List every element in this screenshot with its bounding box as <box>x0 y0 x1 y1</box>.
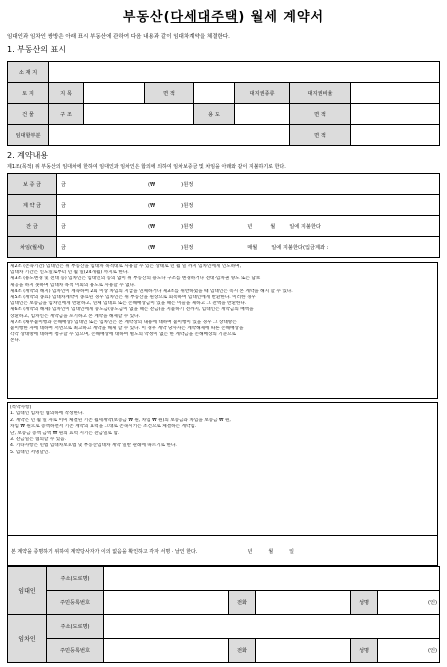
location-field[interactable] <box>49 62 440 83</box>
landlord-address[interactable] <box>104 567 440 591</box>
sign-statement: 본 계약을 증명하기 위하여 계약당사자가 이의 없음을 확인하고 각자 서명 · 날인 한다. 년 월 일 <box>7 536 438 566</box>
special-terms-box[interactable]: [특약사항] 1. 임대인 임차인 협의하에 작성한다. 2. 계약은 년 월 일 자로 이미 체결된 기존 월세계약(보증금 ₩ 원, 차임 ₩ 원)의 보증금과 차임을 보증금 ₩ 원, 차임 ₩ 원으로 증액하면서 기존 계약의 효력을 그대로 존속시키는 조건으로 체결하는 계약임. 단, 보증금 증액 금액 ₩ 원의 효력 시기는 잔금일로 함. 3. 잔금일은 협의할 수 있음. 4. 기타사항은 민법 임대차보호법 및 부동산임대차 계약 일반 관례에 따르기로 한다. 5. 임대인 서명날인. <box>7 402 438 536</box>
contract-note: 제1조(목적) 위 부동산의 임대차에 한하여 임대인과 임차인은 합의에 의하여 임차보증금 및 차임을 아래와 같이 지불하기로 한다. <box>7 164 286 170</box>
parties-table: 임대인 주소(도로명) 주민등록번호 전화 성명 (인) 임차인 주소(도로명) 주민등록번호 전화 성명 (인) <box>7 566 440 663</box>
payment-table: 보 증 금 금 (₩ )원정 계 약 금 금 (₩ )원정 잔 금 금 (₩ )원정 년 월 일에 지불한다 차임(월세) 금 (₩ )원정 매월 일에 지불한다(입금계좌 : <box>7 173 440 258</box>
clauses-box: 제2조 (존속기간) 임대인은 위 부동산을 임대차 목적대로 사용할 수 있는 상태로 년 월 일 까지 임차인에게 인도하며, 임대차 기간은 인도일로부터 년 월 일(24개월) 까지로 한다. 제3조 (용도변경 및 전대 등) 임차인은 임대인의 동의 없이 위 부동산의 용도나 구조를 변경하거나 전대·임차권 양도 또는 담보 제공을 하지 못하며 임대차 목적 이외의 용도로 사용할 수 없다. 제4조 (계약의 해지) 임차인이 계속하여 2회 이상 차임의 지급을 연체하거나 제3조를 위반하였을 때 임대인은 즉시 본 계약을 해지 할 수 있다. 제5조 (계약의 종료) 임대차계약이 종료된 경우 임차인은 위 부동산을 원상으로 회복하여 임대인에게 반환한다. 이러한 경우 임대인은 보증금을 임차인에게 반환하고, 연체 임대료 또는 손해배상금이 있을 때는 이들을 제하고 그 잔액을 반환한다. 제6조 (계약의 해제) 임차인이 임대인에게 중도금(중도금이 없을 때는 잔금)을 지불하기 전까지, 임대인은 계약금의 배액을 상환하고, 임차인은 계약금을 포기하고 본 계약을 해제할 수 있다. 제7조 (채무불이행과 손해배상) 임대인 또는 임차인은 본 계약상의 내용에 대하여 불이행이 있을 경우 그 상대방은 불이행한 자에 대하여 서면으로 최고하고 계약을 해제 할 수 있다. 이 경우 계약 당사자는 계약해제에 따른 손해배상을 각각 상대방에 대하여 청구할 수 있으며, 손해배상에 대하여 별도의 약정이 없는 한 계약금을 손해배상의 기준으로 본다. <box>7 262 438 399</box>
section2-heading: 2. 계약내용 <box>7 151 49 160</box>
tenant-address[interactable] <box>104 615 440 639</box>
intro-text: 임대인과 임차인 쌍방은 아래 표시 부동산에 관하여 다음 내용과 같이 임대차계약을 체결한다. <box>7 34 230 40</box>
landlord-label: 임대인 <box>8 567 47 615</box>
property-table: 소 재 지 토 지 지 목 면 적 대지권종류 대지권비율 건 물 구 조 용 도 면 적 임대할부분 면 적 <box>7 61 440 146</box>
document-title: 부동산(다세대주택) 월세 계약서 <box>122 10 325 25</box>
seal-mark: (인) <box>427 600 437 606</box>
section1-heading: 1. 부동산의 표시 <box>7 45 67 54</box>
seal-mark: (인) <box>427 648 437 654</box>
tenant-label: 임차인 <box>8 615 47 663</box>
